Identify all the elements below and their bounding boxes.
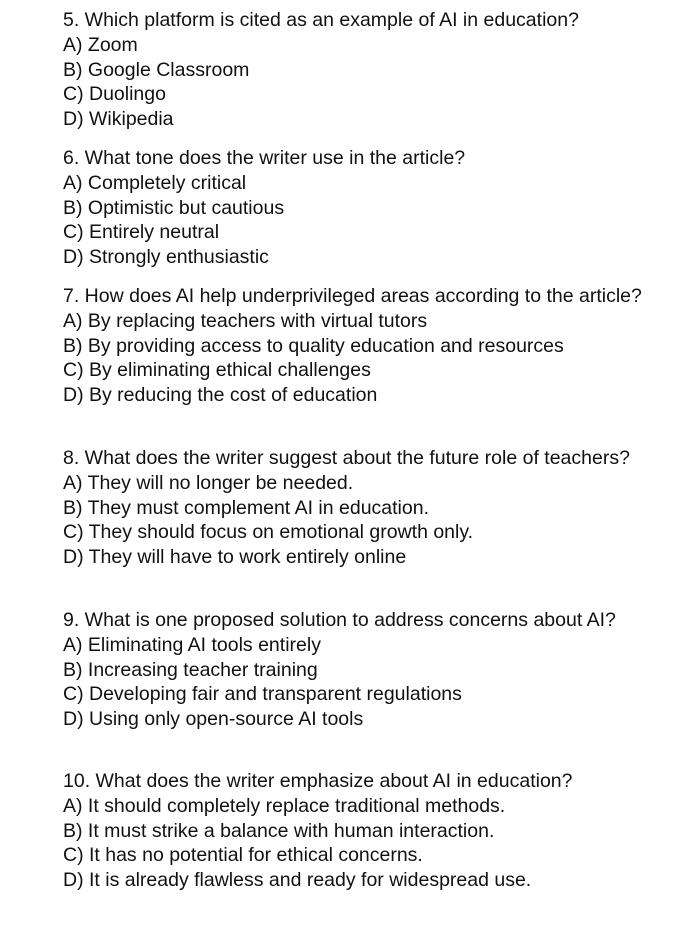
question-prompt: 9. What is one proposed solution to address concerns about AI? [63, 609, 616, 631]
option-c: C) They should focus on emotional growth only. [63, 521, 474, 544]
option-a: A) Eliminating AI tools entirely [63, 633, 321, 656]
option-c: C) It has no potential for ethical concerns. [63, 844, 423, 867]
question-9 [63, 608, 663, 732]
option-d: D) Wikipedia [63, 108, 174, 131]
question-prompt: 6. What tone does the writer use in the article? [63, 147, 466, 169]
option-b: B) Optimistic but cautious [63, 196, 285, 219]
option-d: D) Strongly enthusiastic [63, 246, 269, 269]
question-prompt: 7. How does AI help underprivileged areas according to the article? [63, 285, 642, 307]
option-b: B) By providing access to quality education and resources [63, 334, 564, 357]
option-b: B) They must complement AI in education. [63, 496, 429, 519]
option-d: D) It is already flawless and ready for widespread use. [63, 869, 532, 892]
option-c: C) Entirely neutral [63, 221, 220, 244]
option-b: B) Increasing teacher training [63, 658, 318, 681]
option-c: C) Duolingo [63, 83, 166, 106]
question-prompt: 5. Which platform is cited as an example of AI in education? [63, 9, 579, 31]
option-a: A) It should completely replace traditional methods. [63, 794, 506, 817]
option-c: C) Developing fair and transparent regulations [63, 683, 462, 706]
question-8 [63, 446, 663, 570]
question-prompt: 8. What does the writer suggest about the future role of teachers? [63, 447, 630, 469]
question-5 [63, 8, 663, 132]
question-prompt: 10. What does the writer emphasize about AI in education? [63, 770, 573, 792]
question-6 [63, 146, 663, 270]
option-d: D) They will have to work entirely online [63, 546, 407, 569]
option-d: D) Using only open-source AI tools [63, 708, 364, 731]
option-c: C) By eliminating ethical challenges [63, 359, 371, 382]
option-d: D) By reducing the cost of education [63, 384, 378, 407]
question-7 [63, 284, 663, 408]
option-a: A) They will no longer be needed. [63, 471, 354, 494]
option-a: A) Zoom [63, 33, 138, 56]
question-10 [63, 769, 663, 893]
option-a: A) By replacing teachers with virtual tutors [63, 309, 428, 332]
option-b: B) It must strike a balance with human interaction. [63, 819, 495, 842]
option-a: A) Completely critical [63, 171, 247, 194]
option-b: B) Google Classroom [63, 58, 250, 81]
